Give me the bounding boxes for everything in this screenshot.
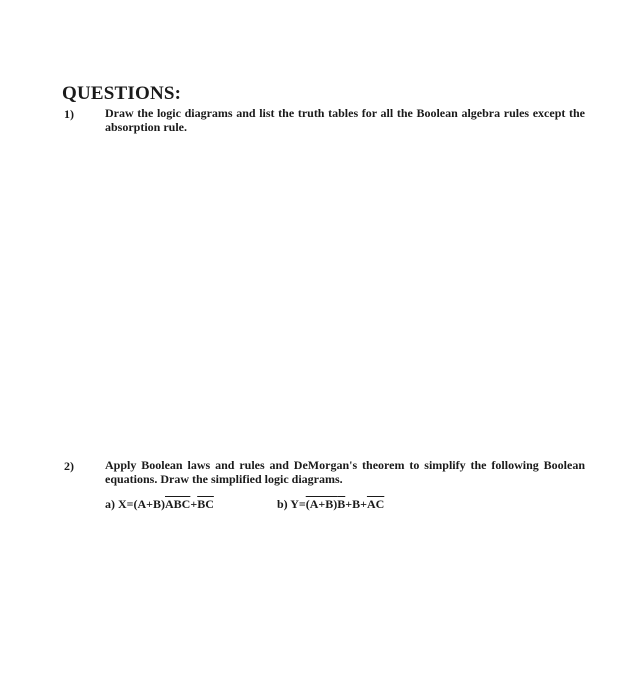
eq-a-part: a) X=(A+B) [105, 497, 165, 511]
equation-b [277, 497, 384, 512]
eq-a-part: $\overline{BC}$ [197, 497, 214, 511]
eq-b-part: +B+ [345, 497, 367, 511]
eq-a-part: + [190, 497, 198, 511]
equation-a [105, 497, 214, 512]
question-2-text: Apply Boolean laws and rules and DeMorgan's theorem to simplify the following Boolean equations. Draw the simplified logic diagrams. [105, 458, 585, 486]
eq-b-part: b) Y= [277, 497, 306, 511]
question-1-number: 1) [64, 107, 74, 121]
eq-b-part: (A+B) [305, 497, 338, 511]
eq-a-part: $\overline{ABC}$ [165, 497, 191, 511]
eq-b-part: $\overline{B}$ [337, 497, 346, 511]
eq-b-part: $\overline{AC}$ [366, 497, 385, 511]
question-1-text: Draw the logic diagrams and list the truth tables for all the Boolean algebra rules except the absorption rule. [105, 106, 585, 134]
question-2-number: 2) [64, 459, 74, 473]
page-title: QUESTIONS: [62, 83, 182, 104]
